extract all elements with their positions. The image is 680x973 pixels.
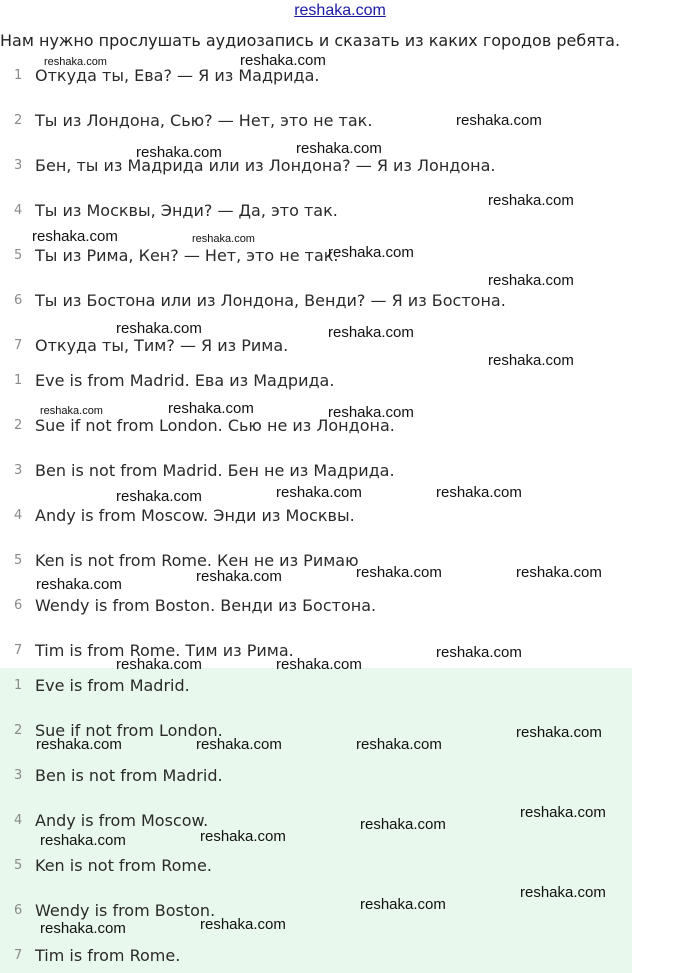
watermark: reshaka.com bbox=[276, 656, 362, 673]
item-number: 3 bbox=[14, 768, 23, 783]
watermark: reshaka.com bbox=[200, 916, 286, 933]
item-text: Eve is from Madrid. bbox=[35, 676, 190, 695]
watermark: reshaka.com bbox=[192, 233, 255, 245]
item-text: Ken is not from Rome. bbox=[35, 856, 212, 875]
item-number: 3 bbox=[14, 158, 23, 173]
watermark: reshaka.com bbox=[456, 112, 542, 129]
item-text: Ты из Рима, Кен? — Нет, это не так. bbox=[35, 246, 339, 265]
item-number: 7 bbox=[14, 643, 23, 658]
item-text: Ты из Москвы, Энди? — Да, это так. bbox=[35, 201, 338, 220]
site-link[interactable]: reshaka.com bbox=[294, 2, 386, 19]
watermark: reshaka.com bbox=[488, 192, 574, 209]
watermark: reshaka.com bbox=[168, 400, 254, 417]
watermark: reshaka.com bbox=[356, 736, 442, 753]
watermark: reshaka.com bbox=[520, 804, 606, 821]
watermark: reshaka.com bbox=[296, 140, 382, 157]
task-intro: Нам нужно прослушать аудиозапись и сказать из каких городов ребята. bbox=[0, 31, 621, 50]
item-number: 1 bbox=[14, 678, 23, 693]
watermark: reshaka.com bbox=[116, 488, 202, 505]
item-number: 5 bbox=[14, 553, 23, 568]
watermark: reshaka.com bbox=[520, 884, 606, 901]
item-number: 3 bbox=[14, 463, 23, 478]
watermark: reshaka.com bbox=[360, 896, 446, 913]
item-text: Tim is from Rome. Тим из Рима. bbox=[35, 641, 294, 660]
item-number: 4 bbox=[14, 813, 23, 828]
watermark: reshaka.com bbox=[240, 52, 326, 69]
item-text: Ты из Бостона или из Лондона, Венди? — Я из Бостона. bbox=[35, 291, 506, 310]
watermark: reshaka.com bbox=[328, 324, 414, 341]
item-number: 5 bbox=[14, 248, 23, 263]
item-text: Откуда ты, Ева? — Я из Мадрида. bbox=[35, 66, 320, 85]
item-number: 7 bbox=[14, 338, 23, 353]
watermark: reshaka.com bbox=[356, 564, 442, 581]
item-number: 6 bbox=[14, 903, 23, 918]
item-text: Eve is from Madrid. Ева из Мадрида. bbox=[35, 371, 335, 390]
item-text: Ben is not from Madrid. Бен не из Мадрида. bbox=[35, 461, 395, 480]
watermark: reshaka.com bbox=[136, 144, 222, 161]
watermark: reshaka.com bbox=[488, 352, 574, 369]
item-number: 5 bbox=[14, 858, 23, 873]
watermark: reshaka.com bbox=[40, 920, 126, 937]
item-number: 4 bbox=[14, 508, 23, 523]
item-text: Ken is not from Rome. Кен не из Римаю bbox=[35, 551, 359, 570]
item-number: 1 bbox=[14, 373, 23, 388]
item-number: 1 bbox=[14, 68, 23, 83]
item-text: Wendy is from Boston. Венди из Бостона. bbox=[35, 596, 377, 615]
watermark: reshaka.com bbox=[276, 484, 362, 501]
item-number: 2 bbox=[14, 418, 23, 433]
item-number: 7 bbox=[14, 948, 23, 963]
item-number: 6 bbox=[14, 293, 23, 308]
item-text: Sue if not from London. bbox=[35, 721, 223, 740]
item-text: Wendy is from Boston. bbox=[35, 901, 216, 920]
watermark: reshaka.com bbox=[516, 724, 602, 741]
item-text: Бен, ты из Мадрида или из Лондона? — Я из Лондона. bbox=[35, 156, 496, 175]
watermark: reshaka.com bbox=[196, 568, 282, 585]
watermark: reshaka.com bbox=[328, 404, 414, 421]
item-text: Andy is from Moscow. Энди из Москвы. bbox=[35, 506, 355, 525]
item-text: Откуда ты, Тим? — Я из Рима. bbox=[35, 336, 289, 355]
watermark: reshaka.com bbox=[40, 832, 126, 849]
watermark: reshaka.com bbox=[436, 644, 522, 661]
watermark: reshaka.com bbox=[36, 576, 122, 593]
watermark: reshaka.com bbox=[116, 320, 202, 337]
item-number: 6 bbox=[14, 598, 23, 613]
watermark: reshaka.com bbox=[328, 244, 414, 261]
item-number: 2 bbox=[14, 113, 23, 128]
item-text: Ben is not from Madrid. bbox=[35, 766, 223, 785]
watermark: reshaka.com bbox=[36, 736, 122, 753]
watermark: reshaka.com bbox=[32, 228, 118, 245]
item-number: 4 bbox=[14, 203, 23, 218]
watermark: reshaka.com bbox=[40, 405, 103, 417]
watermark: reshaka.com bbox=[360, 816, 446, 833]
watermark: reshaka.com bbox=[196, 736, 282, 753]
item-text: Tim is from Rome. bbox=[35, 946, 181, 965]
watermark: reshaka.com bbox=[44, 56, 107, 68]
item-number: 2 bbox=[14, 723, 23, 738]
item-text: Ты из Лондона, Сью? — Нет, это не так. bbox=[35, 111, 373, 130]
watermark: reshaka.com bbox=[436, 484, 522, 501]
watermark: reshaka.com bbox=[488, 272, 574, 289]
item-text: Sue if not from London. Сью не из Лондона. bbox=[35, 416, 395, 435]
watermark: reshaka.com bbox=[200, 828, 286, 845]
item-text: Andy is from Moscow. bbox=[35, 811, 209, 830]
watermark: reshaka.com bbox=[116, 656, 202, 673]
watermark: reshaka.com bbox=[516, 564, 602, 581]
